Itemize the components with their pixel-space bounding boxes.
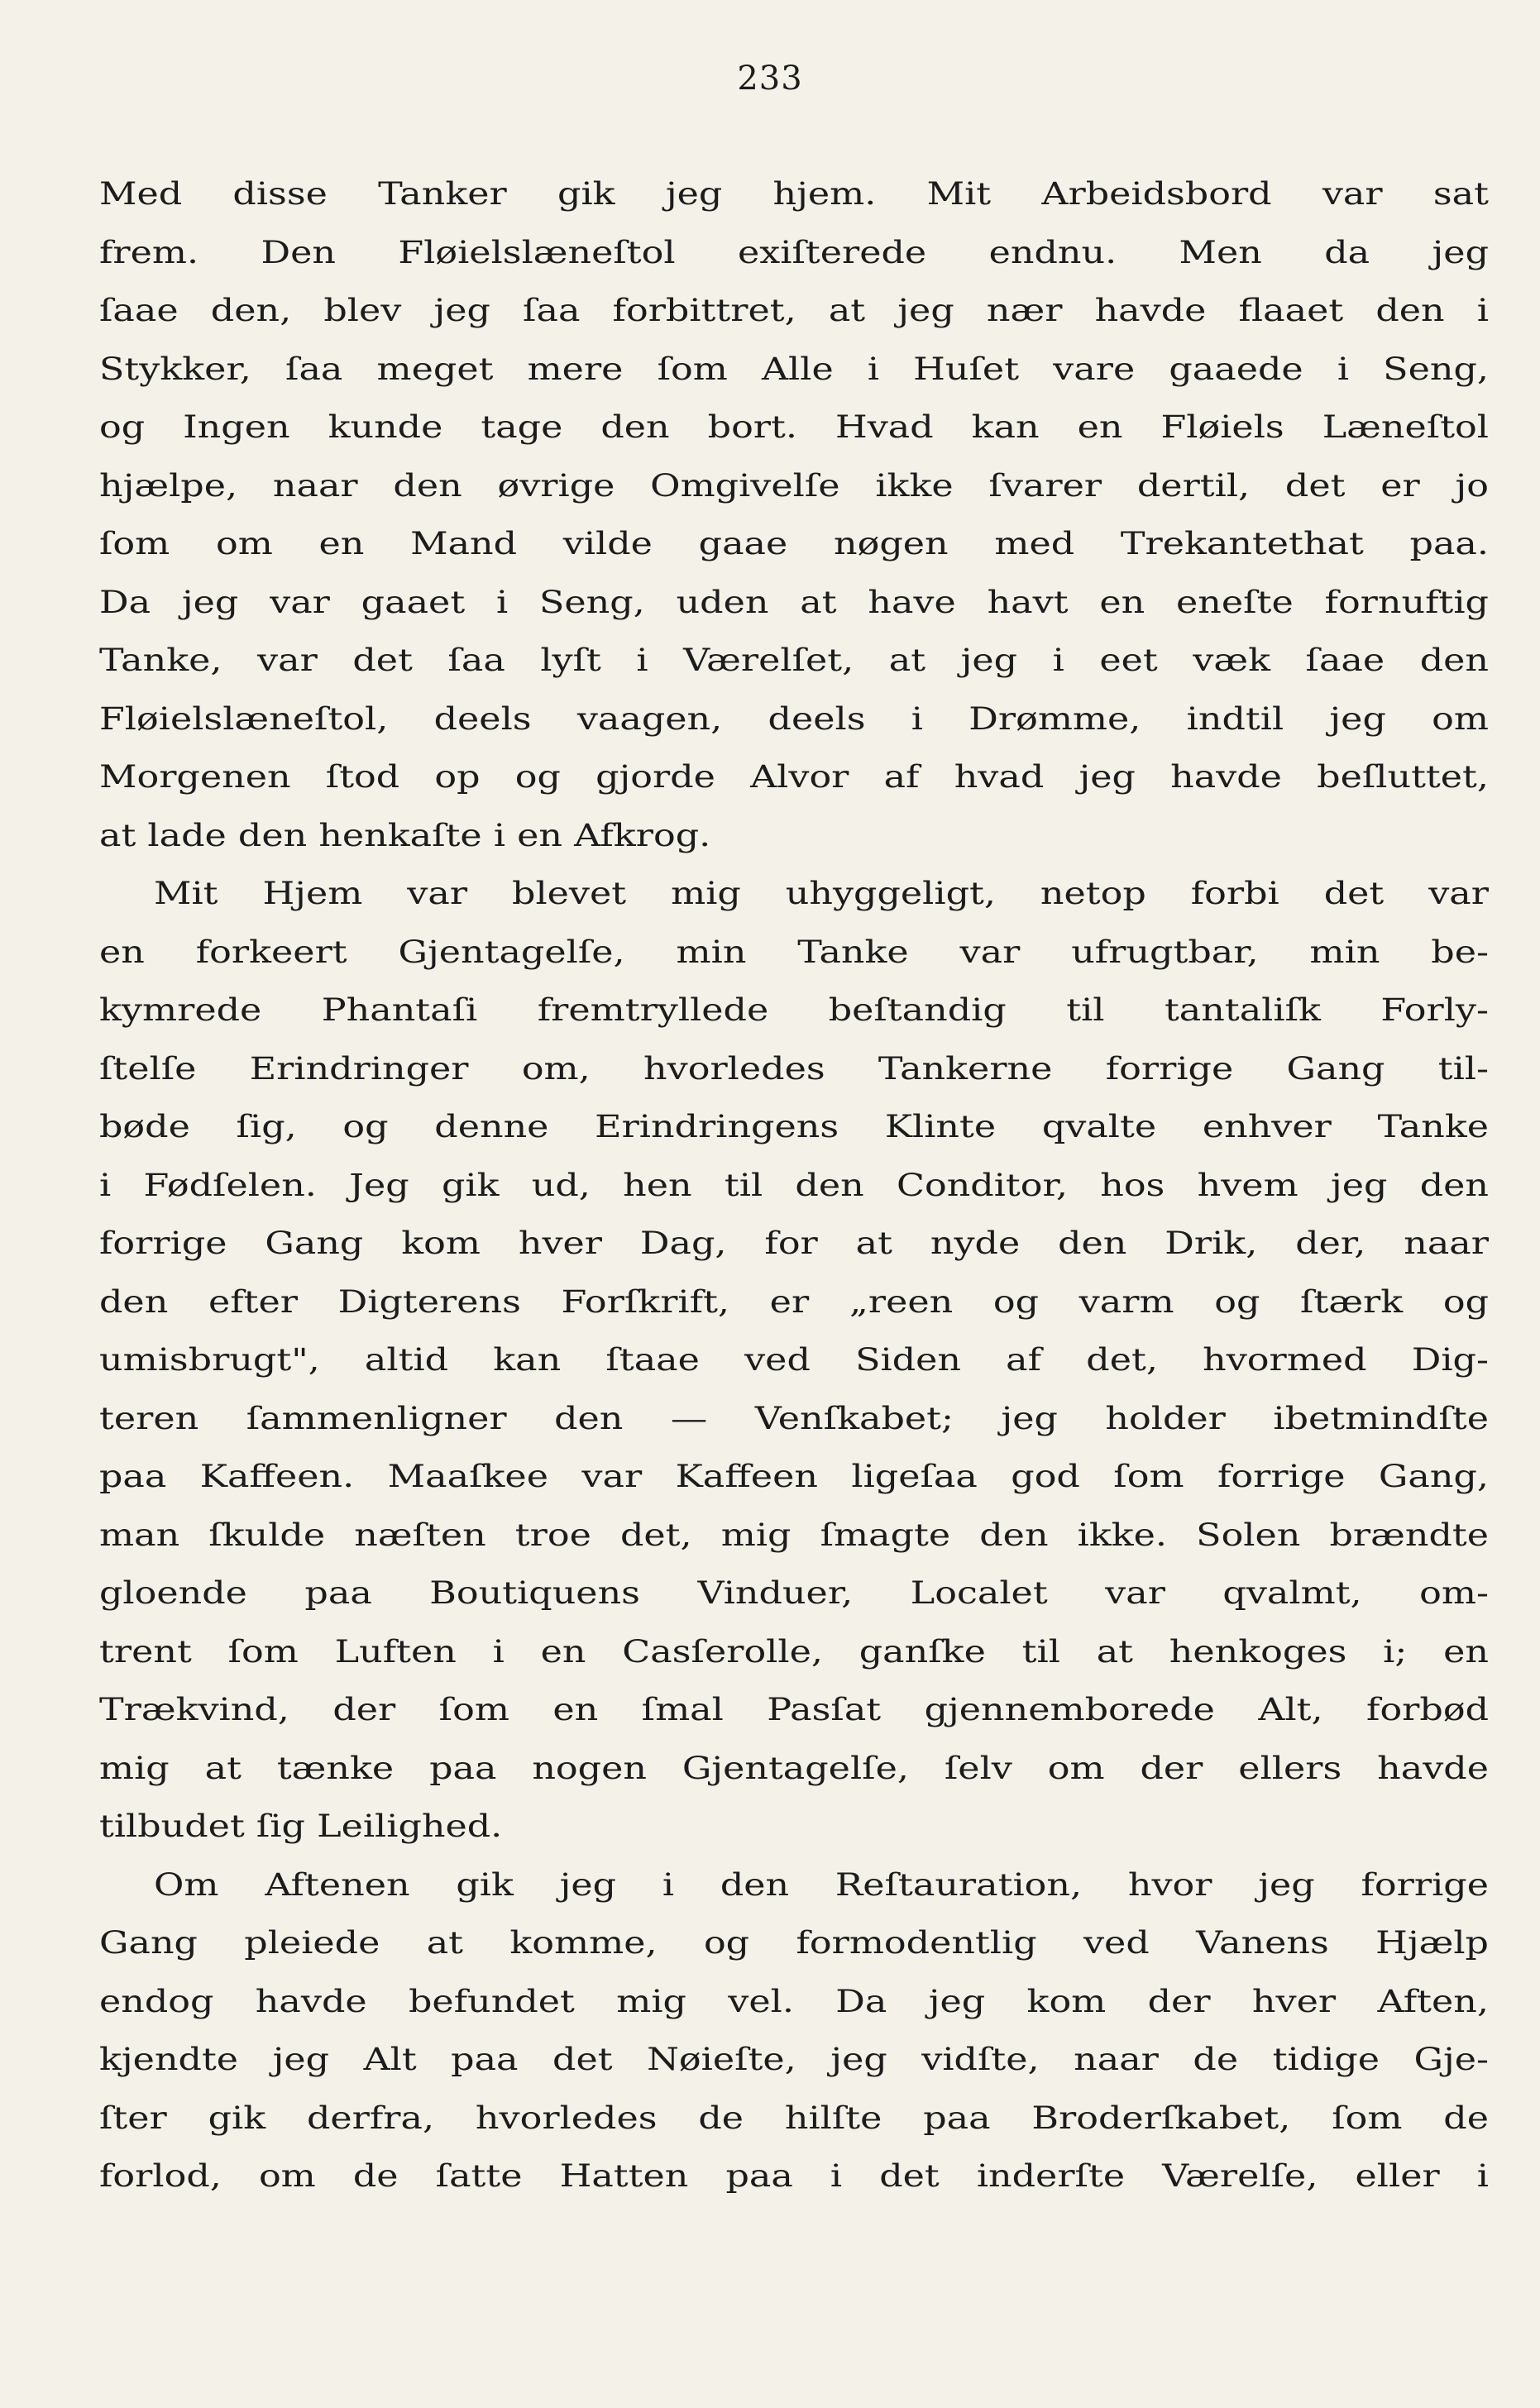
text-line: i Fødſelen. Jeg gik ud, hen til den Conditor, hos hvem jeg den — [99, 1167, 1490, 1203]
text-line: mig at tænke paa nogen Gjentagelſe, ſelv om der ellers havde — [99, 1750, 1490, 1786]
text-line: Trækvind, der ſom en ſmal Pasſat gjennemborede Alt, forbød — [99, 1692, 1490, 1727]
text-line: paa Kaffeen. Maaſkee var Kaffeen ligeſaa god ſom forrige Gang, — [99, 1459, 1490, 1494]
text-line: teren ſammenligner den — Venſkabet; jeg holder ibetmindſte — [99, 1400, 1490, 1436]
text-line: umisbrugt", altid kan ſtaae ved Siden af det, hvormed Dig- — [99, 1342, 1490, 1378]
text-line: kjendte jeg Alt paa det Nøieſte, jeg vidſte, naar de tidige Gje- — [99, 2042, 1490, 2077]
text-line: Tanke, var det ſaa lyſt i Værelſet, at jeg i eet væk ſaae den — [99, 643, 1490, 678]
text-line: en forkeert Gjentagelſe, min Tanke var ufrugtbar, min be- — [99, 934, 1490, 970]
text-line: Stykker, ſaa meget mere ſom Alle i Huſet vare gaaede i Seng, — [99, 351, 1490, 387]
text-line: Morgenen ſtod op og gjorde Alvor af hvad jeg havde beſluttet, — [99, 759, 1490, 795]
body-text — [99, 165, 1489, 2206]
text-line: ſtelſe Erindringer om, hvorledes Tankerne forrige Gang til- — [99, 1050, 1490, 1087]
text-line: frem. Den Fløielslæneſtol exiſterede endnu. Men da jeg — [99, 234, 1490, 270]
text-line: Da jeg var gaaet i Seng, uden at have havt en eneſte fornuftig — [99, 584, 1490, 620]
text-line: Om Aftenen gik jeg i den Reſtauration, hvor jeg forrige — [154, 1866, 1490, 1903]
text-line: bøde ſig, og denne Erindringens Klinte qvalte enhver Tanke — [99, 1109, 1490, 1144]
text-line: den efter Digterens Forſkrift, er „reen og varm og ſtærk og — [99, 1283, 1490, 1320]
page-number: 233 — [737, 60, 803, 98]
text-line: Gang pleiede at komme, og formodentlig ved Vanens Hjælp — [99, 1925, 1490, 1961]
text-line: Med disse Tanker gik jeg hjem. Mit Arbeidsbord var sat — [99, 176, 1490, 212]
text-line: ſom om en Mand vilde gaae nøgen med Trekantethat paa. — [99, 526, 1490, 561]
text-line: Fløielslæneſtol, deels vaagen, deels i Drømme, indtil jeg om — [99, 700, 1490, 737]
text-line: forrige Gang kom hver Dag, for at nyde den Drik, der, naar — [99, 1226, 1490, 1261]
text-line: endog havde befundet mig vel. Da jeg kom der hver Aften, — [99, 1983, 1490, 2019]
text-line: ſaae den, blev jeg ſaa forbittret, at jeg nær havde flaaet den i — [99, 293, 1490, 328]
text-line: man ſkulde næſten troe det, mig ſmagte den ikke. Solen brændte — [99, 1517, 1490, 1553]
text-line: at lade den henkaſte i en Afkrog. — [99, 817, 711, 853]
text-line: ſter gik derfra, hvorledes de hilſte paa Broderſkabet, ſom de — [99, 2100, 1490, 2136]
text-line: tilbudet ſig Leilighed. — [99, 1808, 503, 1844]
text-line: Mit Hjem var blevet mig uhyggeligt, netop forbi det var — [154, 876, 1490, 911]
text-line: og Ingen kunde tage den bort. Hvad kan en Fløiels Læneſtol — [99, 409, 1490, 445]
text-line: gloende paa Boutiquens Vinduer, Localet var qvalmt, om- — [99, 1575, 1490, 1611]
text-line: kymrede Phantaſi fremtryllede beſtandig til tantaliſk Forly- — [99, 992, 1490, 1028]
text-line: forlod, om de ſatte Hatten paa i det inderſte Værelſe, eller i — [99, 2158, 1490, 2194]
text-line: trent ſom Luften i en Casſerolle, ganſke til at henkoges i; en — [99, 1633, 1490, 1670]
text-line: hjælpe, naar den øvrige Omgivelſe ikke ſvarer dertil, det er jo — [99, 467, 1490, 504]
